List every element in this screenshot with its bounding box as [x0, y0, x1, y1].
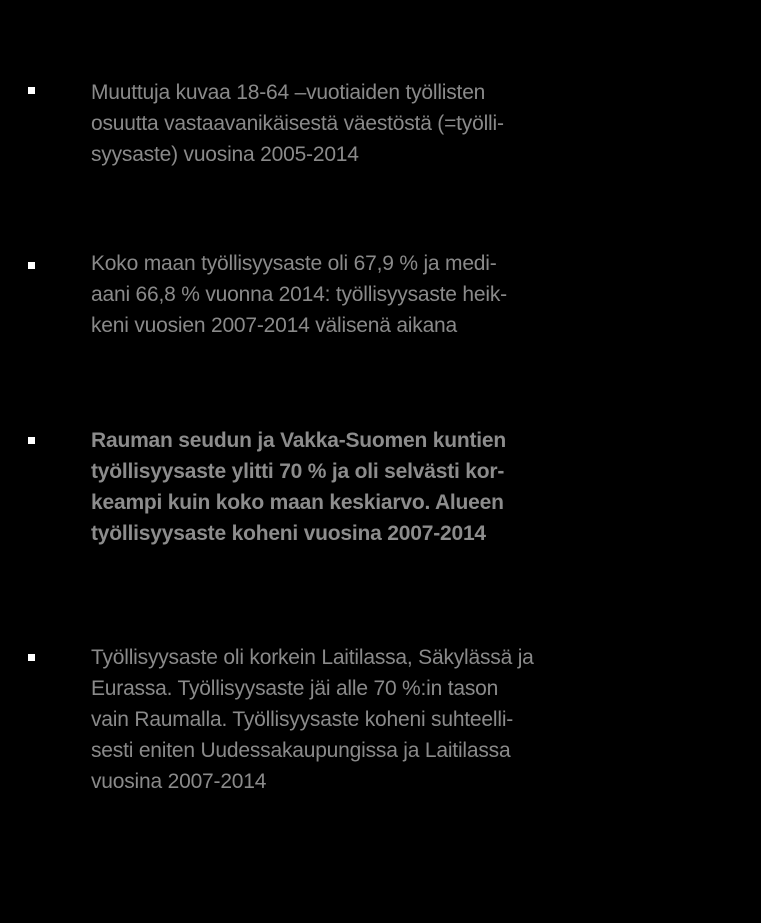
- bullet-text: [91, 642, 731, 797]
- text-line: syysaste) vuosina 2005-2014: [91, 143, 359, 166]
- text-line: sesti eniten Uudessakaupungissa ja Laitilassa: [91, 739, 511, 762]
- text-line: Koko maan työllisyysaste oli 67,9 % ja medi-: [91, 252, 497, 275]
- bullet-text: [91, 248, 731, 341]
- square-bullet-icon: [28, 437, 35, 444]
- text-line: Työllisyysaste oli korkein Laitilassa, Säkylässä ja: [91, 646, 534, 669]
- bullet-text-emphasized: [91, 425, 731, 549]
- text-line: vain Raumalla. Työllisyysaste koheni suhteelli-: [91, 708, 514, 731]
- text-line: vuosina 2007-2014: [91, 770, 267, 793]
- square-bullet-icon: [28, 654, 35, 661]
- text-line: työllisyysaste koheni vuosina 2007-2014: [91, 522, 486, 545]
- text-line: keni vuosien 2007-2014 välisenä aikana: [91, 314, 458, 337]
- square-bullet-icon: [28, 262, 35, 269]
- text-line: osuutta vastaavanikäisestä väestöstä (=työlli-: [91, 112, 504, 135]
- text-line: työllisyysaste ylitti 70 % ja oli selvästi kor-: [91, 460, 505, 483]
- text-line: aani 66,8 % vuonna 2014: työllisyysaste heik-: [91, 283, 507, 306]
- bullet-text: [91, 77, 731, 170]
- text-line: Rauman seudun ja Vakka-Suomen kuntien: [91, 429, 507, 452]
- text-line: Muuttuja kuvaa 18-64 –vuotiaiden työllisten: [91, 81, 486, 104]
- text-line: keampi kuin koko maan keskiarvo. Alueen: [91, 491, 504, 514]
- text-line: Eurassa. Työllisyysaste jäi alle 70 %:in tason: [91, 677, 499, 700]
- square-bullet-icon: [28, 87, 35, 94]
